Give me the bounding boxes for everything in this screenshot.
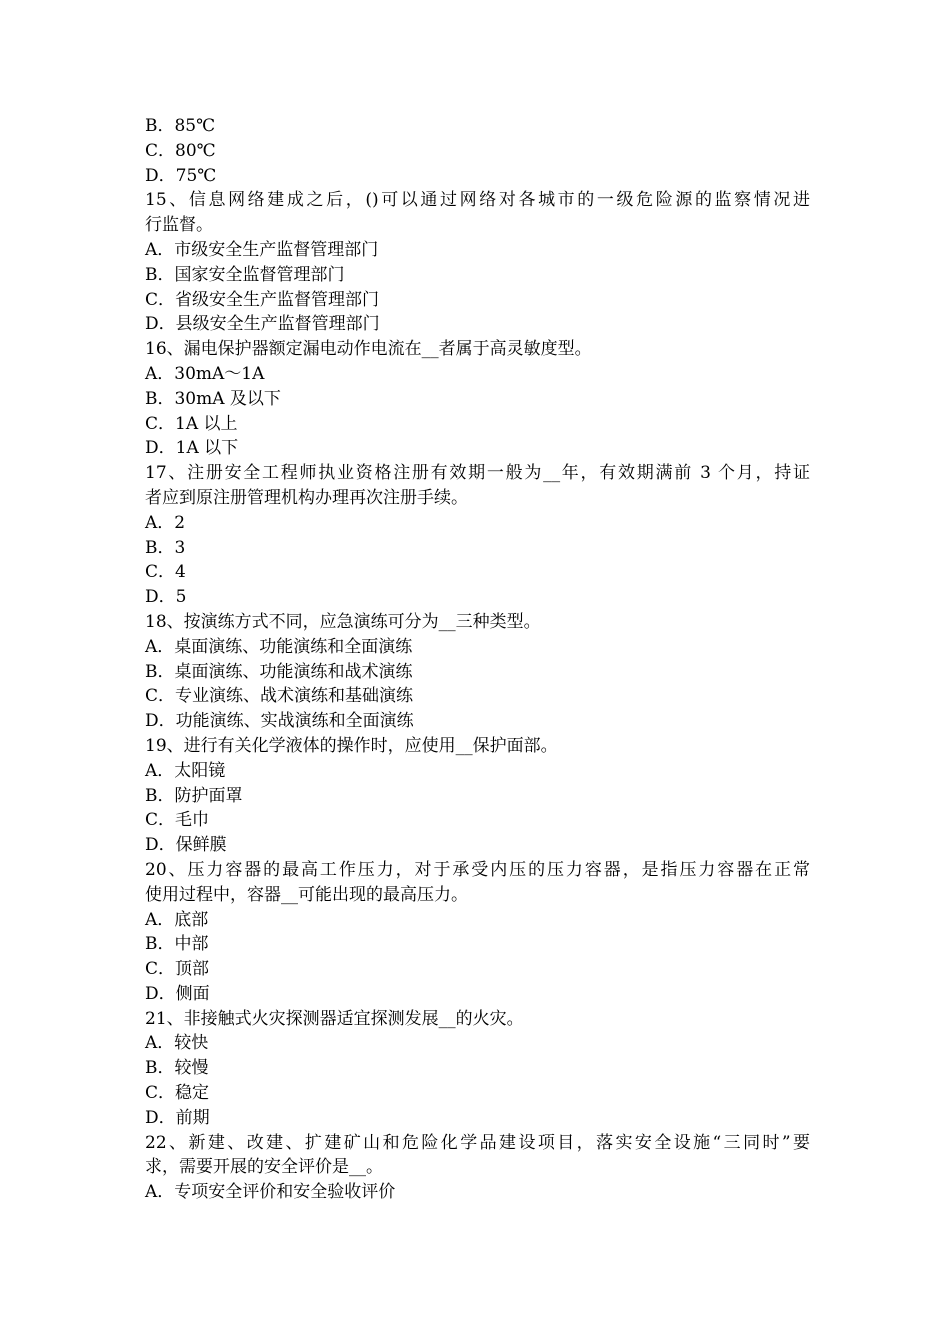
answer-option-line: A．专项安全评价和安全验收评价 (145, 1182, 396, 1203)
answer-option-line: B．3 (145, 537, 186, 558)
question-text-line-end: 使用过程中，容器__可能出现的最高压力。 (145, 884, 468, 905)
answer-option-line: D．保鲜膜 (145, 835, 227, 856)
question-text-line-end: 求，需要开展的安全评价是__。 (145, 1157, 383, 1178)
answer-option-line: C．1A 以上 (145, 413, 238, 434)
answer-option-line: D．1A 以下 (145, 438, 239, 459)
answer-option-line: A．2 (145, 512, 186, 533)
answer-option-line: B．防护面罩 (145, 785, 243, 806)
answer-option-line: A．30mA～1A (145, 363, 265, 384)
answer-option-line: C．省级安全生产监督管理部门 (145, 289, 380, 310)
answer-option-line: C．顶部 (145, 959, 210, 980)
question-text-line: 17、注册安全工程师执业资格注册有效期一般为__年，有效期满前 3 个月，持证 (145, 463, 810, 484)
answer-option-line: B．85℃ (145, 116, 216, 136)
answer-option-line: C．80℃ (145, 140, 216, 161)
answer-option-line: D．前期 (145, 1107, 210, 1128)
answer-option-line: A．桌面演练、功能演练和全面演练 (145, 636, 413, 657)
question-text-line: 15、信息网络建成之后，()可以通过网络对各城市的一级危险源的监察情况进 (145, 190, 810, 211)
answer-option-line: B．较慢 (145, 1058, 209, 1079)
answer-option-line: C．毛巾 (145, 810, 210, 831)
question-text-line-end: 行监督。 (145, 215, 213, 236)
answer-option-line: D．5 (145, 587, 187, 608)
answer-option-line: B．国家安全监督管理部门 (145, 264, 345, 285)
answer-option-line: C．4 (145, 562, 186, 583)
answer-option-line: C．专业演练、战术演练和基础演练 (145, 686, 414, 707)
question-text-line-end: 者应到原注册管理机构办理再次注册手续。 (145, 487, 468, 508)
answer-option-line: B．30mA 及以下 (145, 388, 281, 409)
answer-option-line: D．75℃ (145, 165, 217, 186)
answer-option-line: B．中部 (145, 934, 209, 955)
question-text-line-end: 18、按演练方式不同，应急演练可分为__三种类型。 (145, 611, 541, 632)
question-text-line-end: 16、漏电保护器额定漏电动作电流在__者属于高灵敏度型。 (145, 339, 592, 360)
question-text-line-end: 21、非接触式火灾探测器适宜探测发展__的火灾。 (145, 1008, 524, 1029)
question-text-line: 20、压力容器的最高工作压力，对于承受内压的压力容器，是指压力容器在正常 (145, 859, 810, 880)
answer-option-line: D．功能演练、实战演练和全面演练 (145, 711, 414, 732)
answer-option-line: A．较快 (145, 1033, 209, 1054)
answer-option-line: A．市级安全生产监督管理部门 (145, 239, 379, 260)
question-text-line-end: 19、进行有关化学液体的操作时，应使用__保护面部。 (145, 735, 558, 756)
answer-option-line: C．稳定 (145, 1083, 210, 1104)
answer-option-line: A．底部 (145, 909, 209, 930)
answer-option-line: B．桌面演练、功能演练和战术演练 (145, 661, 413, 682)
answer-option-line: D．县级安全生产监督管理部门 (145, 314, 380, 335)
document-page-body (145, 114, 810, 1205)
answer-option-line: D．侧面 (145, 983, 210, 1004)
question-text-line: 22、新建、改建、扩建矿山和危险化学品建设项目，落实安全设施“三同时”要 (145, 1132, 810, 1153)
answer-option-line: A．太阳镜 (145, 760, 226, 781)
